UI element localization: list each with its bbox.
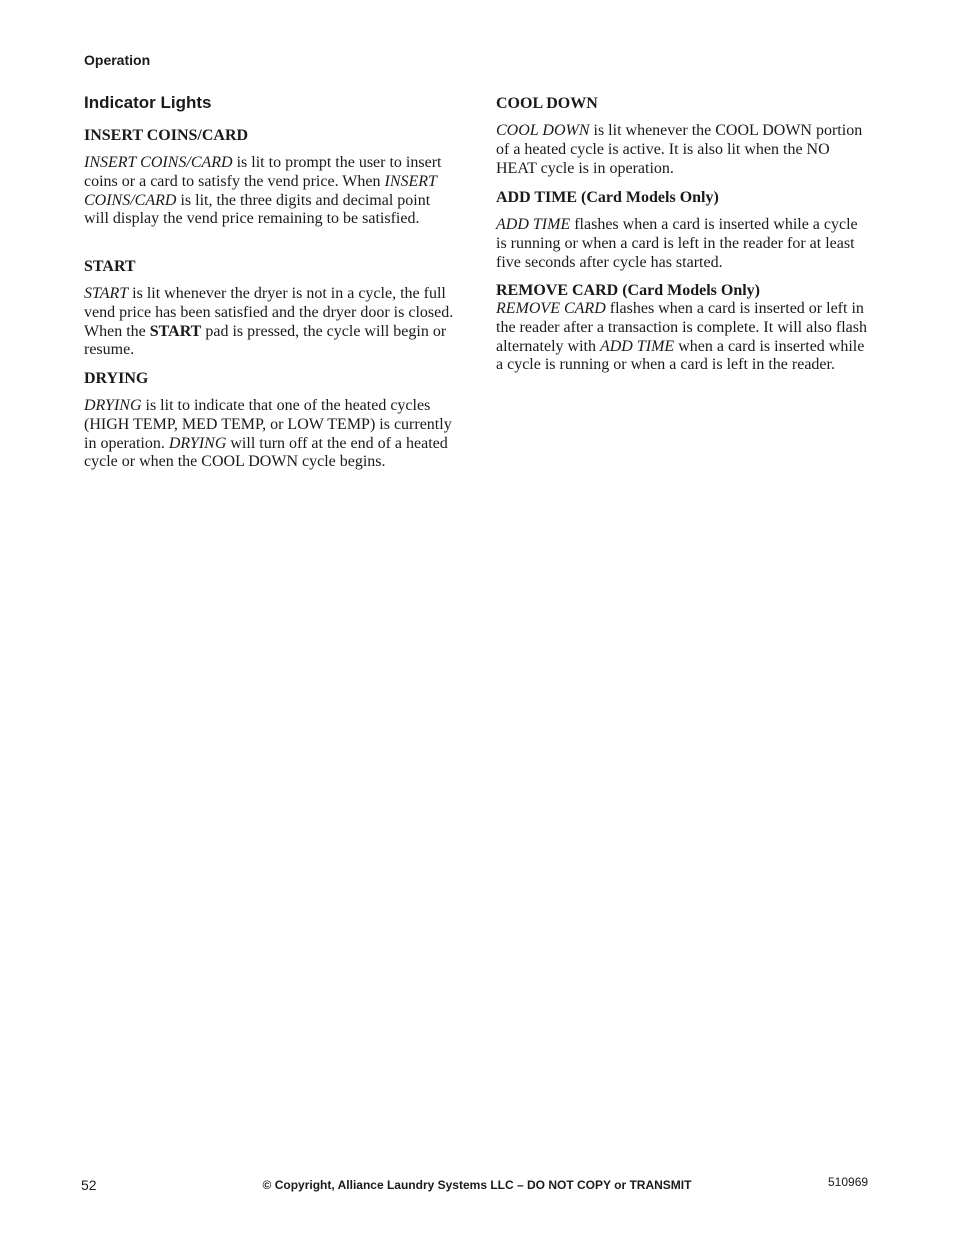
start-paragraph: START is lit whenever the dryer is not in a cycle, the full vend price has been satisfied and the dryer door is closed. When the START pad is pressed, the cycle will begin or resume. — [84, 285, 454, 359]
document-number: 510969 — [828, 1175, 869, 1189]
add-time-term: ADD TIME — [599, 337, 675, 355]
drying-term: DRYING — [168, 434, 227, 452]
cool-down-term: COOL DOWN — [496, 122, 590, 139]
drying-term: DRYING — [84, 397, 142, 414]
start-heading: START — [84, 258, 136, 275]
cool-down-paragraph: COOL DOWN is lit whenever the COOL DOWN portion of a heated cycle is active. It is also lit when the NO HEAT cycle is in operation. — [496, 122, 863, 177]
drying-paragraph: DRYING is lit to indicate that one of the heated cycles (HIGH TEMP, MED TEMP, or LOW TEMP) is currently in operation. DRYING will turn off at the end of a heated cycle or when the COOL DOWN cycle begins. — [84, 397, 452, 471]
add-time-paragraph: ADD TIME flashes when a card is inserted while a cycle is running or when a card is left in the reader for at least five seconds after cycle has started. — [496, 216, 858, 271]
drying-heading: DRYING — [84, 370, 149, 387]
page-number: 52 — [81, 1177, 97, 1193]
section-label: Operation — [84, 52, 151, 68]
add-time-heading: ADD TIME (Card Models Only) — [496, 189, 719, 206]
start-term: START — [84, 285, 129, 302]
remove-card-heading: REMOVE CARD (Card Models Only) — [496, 282, 760, 299]
add-time-term: ADD TIME — [496, 216, 571, 233]
page-title: Indicator Lights — [84, 93, 212, 112]
insert-coins-card-term: INSERT COINS/CARD — [84, 154, 233, 171]
cool-down-heading: COOL DOWN — [496, 95, 598, 112]
insert-coins-card-heading: INSERT COINS/CARD — [84, 127, 249, 144]
remove-card-term: REMOVE CARD — [496, 300, 606, 317]
insert-coins-card-term: INSERT COINS/CARD — [84, 172, 437, 209]
copyright-notice: © Copyright, Alliance Laundry Systems LLC – DO NOT COPY or TRANSMIT — [262, 1178, 692, 1192]
start-pad-label: START — [149, 322, 202, 340]
remove-card-paragraph: REMOVE CARD flashes when a card is inserted or left in the reader after a transaction is complete. It will also flash alternately with ADD TIME when a card is inserted while a cycle is running or when a card is left in the reader. — [496, 300, 867, 374]
insert-coins-card-paragraph: INSERT COINS/CARD is lit to prompt the user to insert coins or a card to satisfy the vend price. When INSERT COINS/CARD is lit, the three digits and decimal point will display the vend price remaining to be satisfied. — [84, 154, 442, 228]
